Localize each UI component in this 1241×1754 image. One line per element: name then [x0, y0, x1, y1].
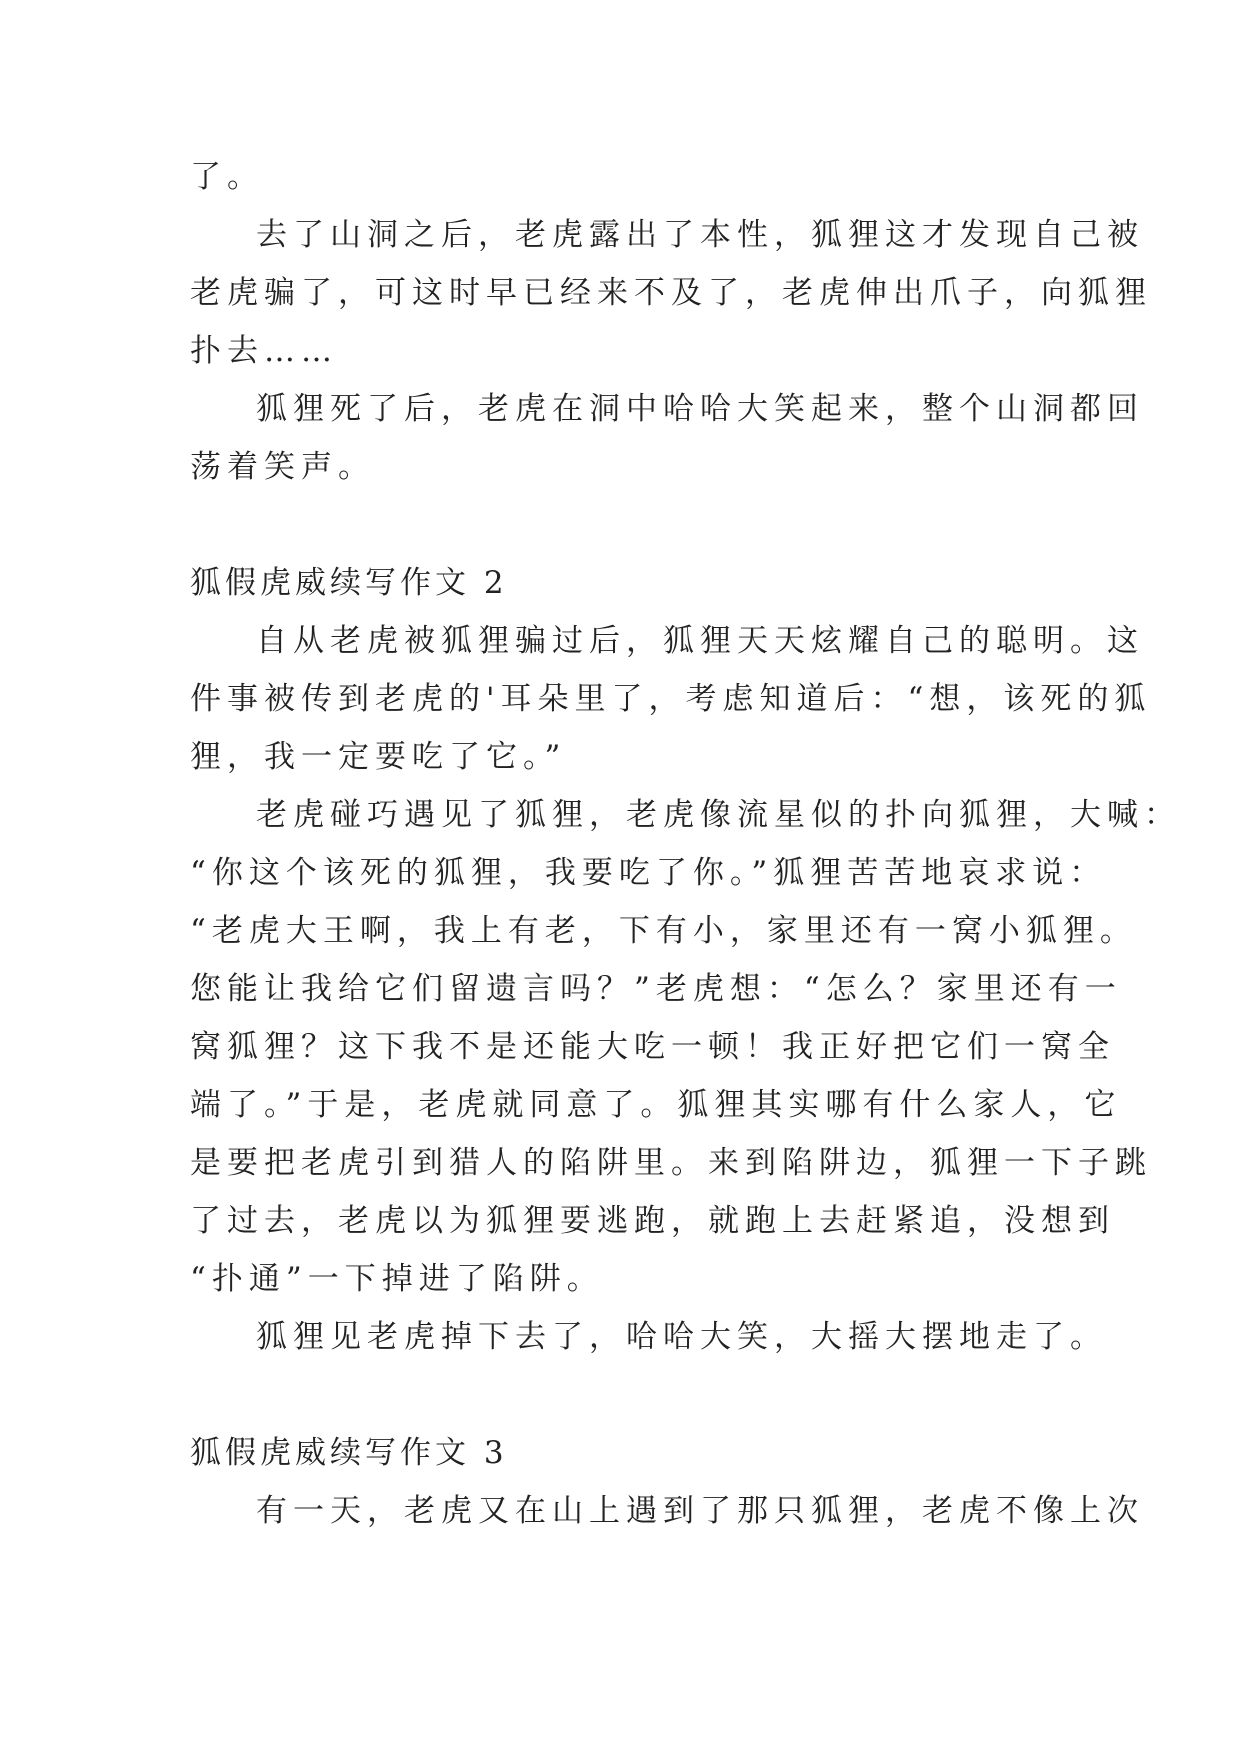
paragraph-start-line: 狐狸死了后，老虎在洞中哈哈大笑起来，整个山洞都回: [256, 391, 1144, 427]
text-line: 了过去，老虎以为狐狸要逃跑，就跑上去赶紧追，没想到: [190, 1203, 1115, 1239]
text-line: 了。: [190, 159, 264, 195]
text-line: 件事被传到老虎的'耳朵里了，考虑知道后：“想，该死的狐: [190, 681, 1152, 717]
text-line: 您能让我给它们留遗言吗？”老虎想：“怎么？家里还有一: [190, 971, 1122, 1007]
text-line: 是要把老虎引到猎人的陷阱里。来到陷阱边，狐狸一下子跳: [190, 1145, 1152, 1181]
paragraph-start-line: 自从老虎被狐狸骗过后，狐狸天天炫耀自己的聪明。这: [256, 623, 1144, 659]
text-line: 老虎骗了，可这时早已经来不及了，老虎伸出爪子，向狐狸: [190, 275, 1152, 311]
paragraph-start-line: 去了山洞之后，老虎露出了本性，狐狸这才发现自己被: [256, 217, 1144, 253]
section-gap: [190, 496, 1050, 554]
text-line: 窝狐狸？这下我不是还能大吃一顿！我正好把它们一窝全: [190, 1029, 1115, 1065]
text-line: 扑去……: [190, 333, 338, 369]
section-heading: 狐假虎威续写作文 2: [190, 565, 508, 601]
paragraph-start-line: 老虎碰巧遇见了狐狸，老虎像流星似的扑向狐狸，大喊：: [256, 797, 1181, 833]
paragraph-start-line: 有一天，老虎又在山上遇到了那只狐狸，老虎不像上次: [256, 1493, 1144, 1529]
section-heading: 狐假虎威续写作文 3: [190, 1435, 508, 1471]
text-line: 狸，我一定要吃了它。”: [190, 739, 567, 775]
section-gap: [190, 1366, 1050, 1424]
text-line: “你这个该死的狐狸，我要吃了你。”狐狸苦苦地哀求说：: [190, 855, 1107, 891]
document-page: [190, 148, 1181, 1540]
text-line: 端了。”于是，老虎就同意了。狐狸其实哪有什么家人，它: [190, 1087, 1122, 1123]
text-line: 荡着笑声。: [190, 449, 375, 485]
text-line: “扑通”一下掉进了陷阱。: [190, 1261, 604, 1297]
text-line: “老虎大王啊，我上有老，下有小，家里还有一窝小狐狸。: [190, 913, 1137, 949]
paragraph-start-line: 狐狸见老虎掉下去了，哈哈大笑，大摇大摆地走了。: [256, 1319, 1107, 1355]
